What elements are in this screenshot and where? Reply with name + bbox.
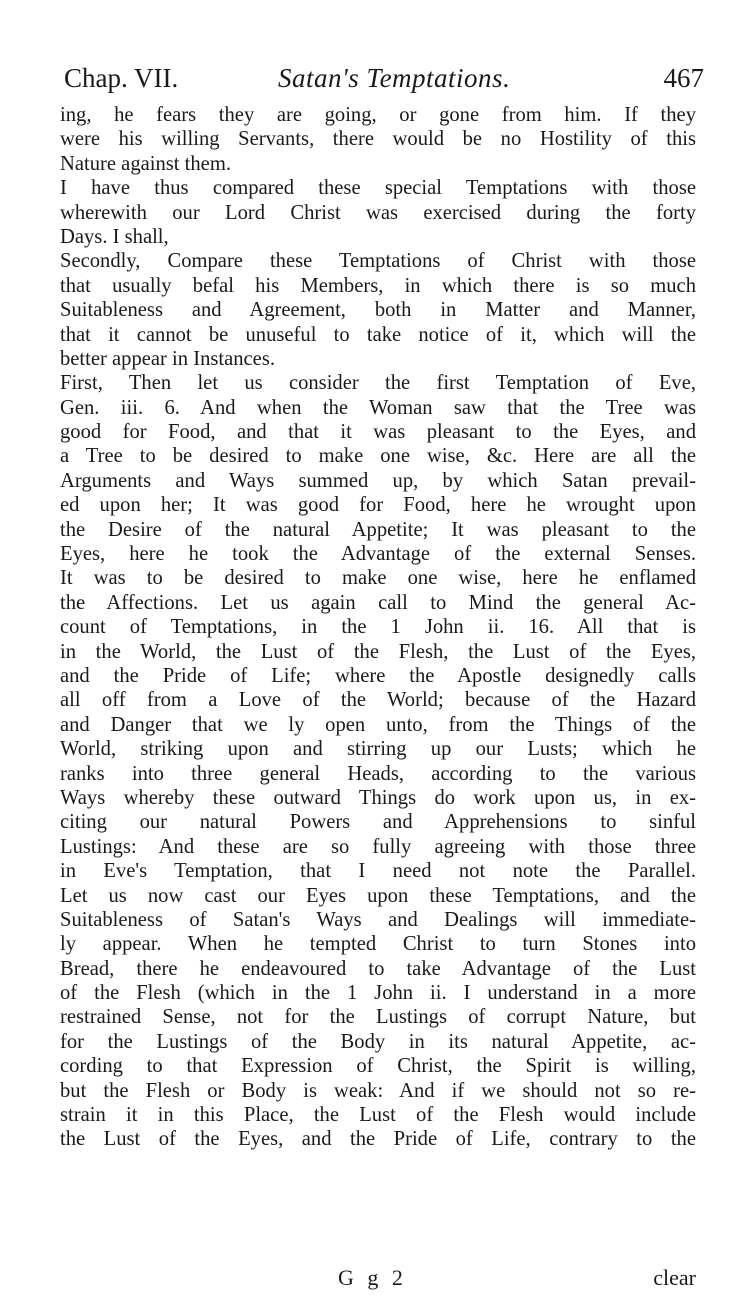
text-line: First, Then let us consider the first Temptation of Eve, bbox=[60, 372, 696, 395]
text-line: good for Food, and that it was pleasant to the Eyes, and bbox=[60, 421, 696, 444]
text-line: ranks into three general Heads, according to the various bbox=[60, 762, 696, 785]
text-line: were his willing Servants, there would be no Hostility of this bbox=[60, 128, 696, 151]
text-line: strain it in this Place, the Lust of the Flesh would include bbox=[60, 1104, 696, 1127]
text-line: for the Lustings of the Body in its natural Appetite, ac- bbox=[60, 1030, 696, 1053]
text-line: restrained Sense, not for the Lustings of corrupt Nature, but bbox=[60, 1006, 696, 1029]
text-line: Ways whereby these outward Things do work upon us, in ex- bbox=[60, 786, 696, 809]
text-line: Gen. iii. 6. And when the Woman saw that the Tree was bbox=[60, 396, 696, 419]
text-line: that it cannot be unuseful to take notice of it, which will the bbox=[60, 323, 696, 346]
text-line: and the Pride of Life; where the Apostle designedly calls bbox=[60, 664, 696, 687]
text-line: all off from a Love of the World; because of the Hazard bbox=[60, 689, 696, 712]
text-line: the Lust of the Eyes, and the Pride of Life, contrary to the bbox=[60, 1128, 696, 1151]
text-line: World, striking upon and stirring up our Lusts; which he bbox=[60, 738, 696, 761]
text-line: It was to be desired to make one wise, here he enflamed bbox=[60, 567, 696, 590]
body-text bbox=[60, 103, 696, 1152]
text-line: but the Flesh or Body is weak: And if we should not so re- bbox=[60, 1079, 696, 1102]
text-line: that usually befal his Members, in which there is so much bbox=[60, 274, 696, 297]
text-line: in the World, the Lust of the Flesh, the Lust of the Eyes, bbox=[60, 640, 696, 663]
text-line: Suitableness of Satan's Ways and Dealings will immediate- bbox=[60, 908, 696, 931]
text-line: Suitableness and Agreement, both in Matter and Manner, bbox=[60, 299, 696, 322]
text-line: Days. I shall, bbox=[60, 225, 169, 248]
text-line: of the Flesh (which in the 1 John ii. I understand in a more bbox=[60, 982, 696, 1005]
text-line: a Tree to be desired to make one wise, &c. Here are all the bbox=[60, 445, 696, 468]
running-head bbox=[64, 58, 704, 98]
text-line: ed upon her; It was good for Food, here he wrought upon bbox=[60, 494, 696, 517]
text-line: cording to that Expression of Christ, the Spirit is willing, bbox=[60, 1055, 696, 1078]
chapter-label: Chap. VII. bbox=[64, 63, 179, 93]
text-line: and Danger that we ly open unto, from the Things of the bbox=[60, 713, 696, 736]
text-line: better appear in Instances. bbox=[60, 347, 275, 370]
text-line: Let us now cast our Eyes upon these Temptations, and the bbox=[60, 884, 696, 907]
catchword: clear bbox=[653, 1265, 696, 1290]
text-line: Arguments and Ways summed up, by which Satan prevail- bbox=[60, 469, 696, 492]
text-line: in Eve's Temptation, that I need not note the Parallel. bbox=[60, 860, 696, 883]
text-line: ing, he fears they are going, or gone from him. If they bbox=[60, 104, 696, 126]
text-line: the Desire of the natural Appetite; It was pleasant to the bbox=[60, 518, 696, 541]
text-line: I have thus compared these special Temptations with those bbox=[60, 177, 696, 200]
text-line: citing our natural Powers and Apprehensions to sinful bbox=[60, 811, 696, 834]
text-line: ly appear. When he tempted Christ to turn Stones into bbox=[60, 933, 696, 956]
text-line: Lustings: And these are so fully agreeing with those three bbox=[60, 835, 696, 858]
page-number: 467 bbox=[663, 63, 704, 93]
text-line: Bread, there he endeavoured to take Advantage of the Lust bbox=[60, 957, 696, 980]
running-title: Satan's Temptations. bbox=[278, 63, 511, 93]
text-line: Eyes, here he took the Advantage of the external Senses. bbox=[60, 543, 696, 566]
text-line: Secondly, Compare these Temptations of Christ with those bbox=[60, 250, 696, 273]
signature-mark: G g 2 bbox=[338, 1265, 407, 1290]
text-line: Nature against them. bbox=[60, 152, 231, 175]
text-line: count of Temptations, in the 1 John ii. 16. All that is bbox=[60, 616, 696, 639]
text-line: wherewith our Lord Christ was exercised during the forty bbox=[60, 201, 696, 224]
text-line: the Affections. Let us again call to Mind the general Ac- bbox=[60, 591, 696, 614]
page-footer bbox=[60, 1264, 696, 1292]
